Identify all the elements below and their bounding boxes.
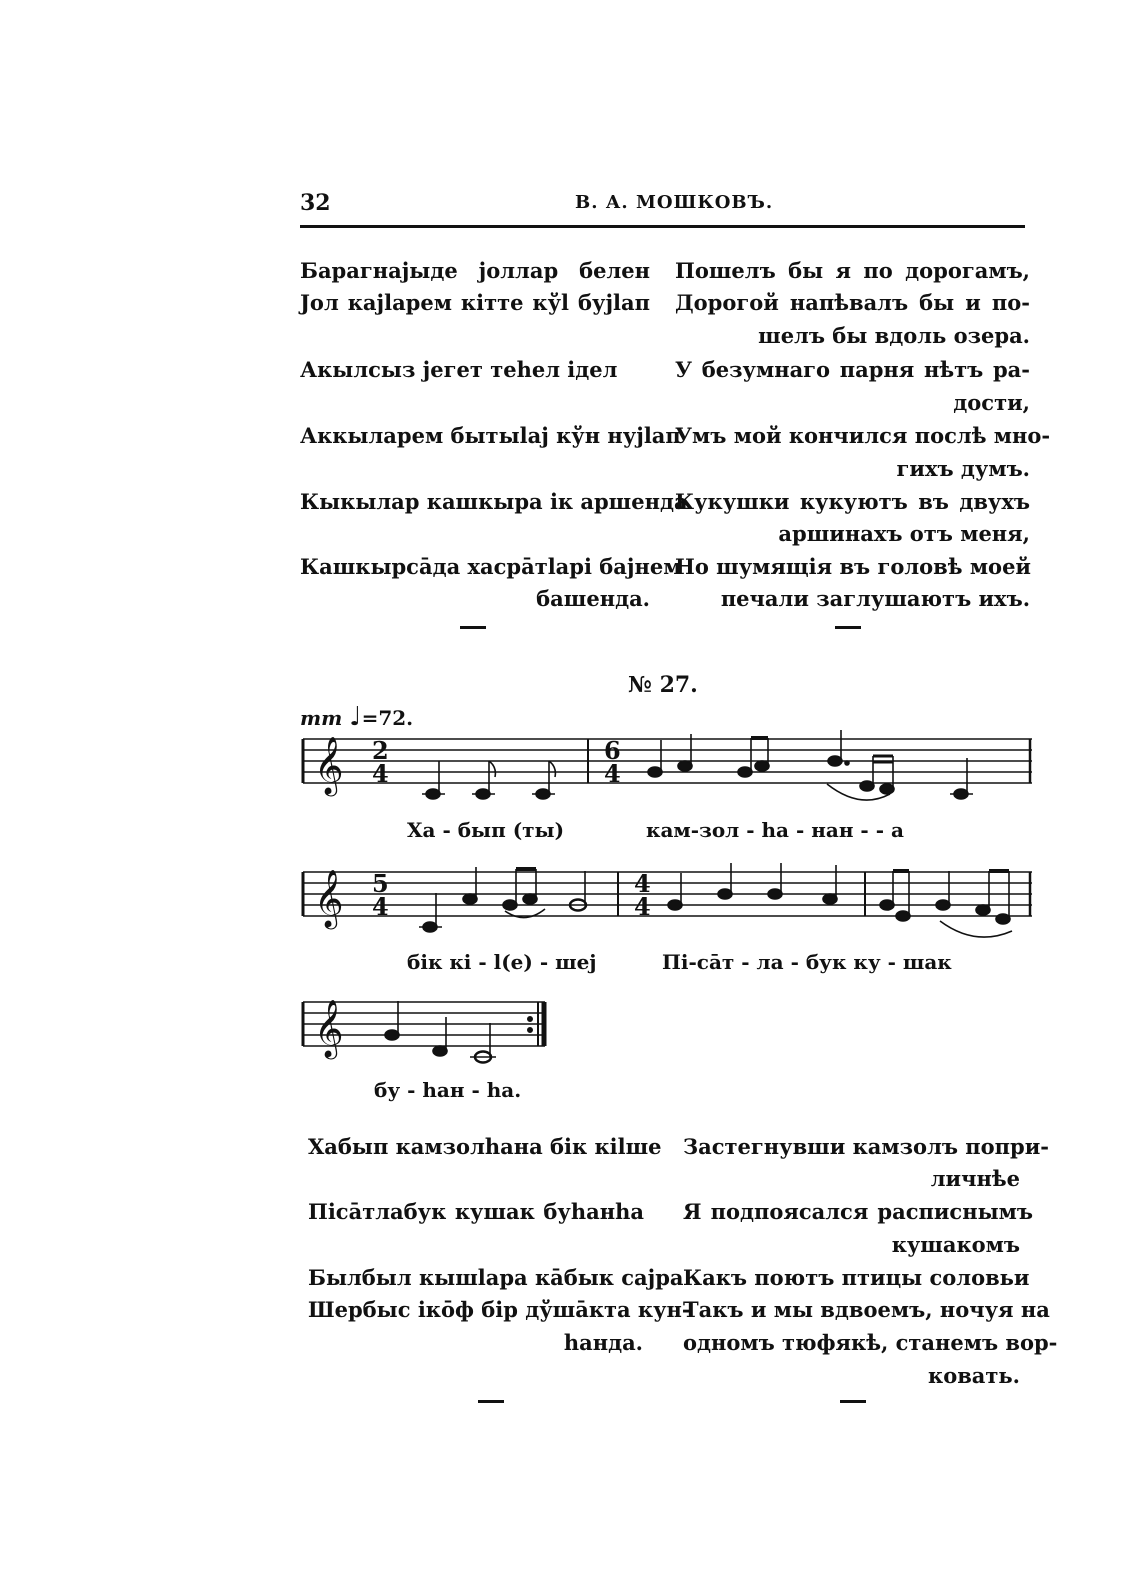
verse-line: Пісāтлабук кушак буhанhа xyxy=(308,1199,644,1224)
note-head xyxy=(954,789,968,799)
note-head xyxy=(648,767,662,777)
verse-line: Jол каjlарем кітте кўl буjlап xyxy=(300,290,650,315)
note-head xyxy=(976,905,990,915)
note-head xyxy=(768,889,782,899)
verse-line: Кашкырсāда хасрāтlарі баjнем xyxy=(300,554,682,579)
music-staff-1 xyxy=(300,732,1035,812)
translation-line: Я подпоясался расписнымъ xyxy=(683,1199,1033,1224)
treble-clef-icon: 𝄞 xyxy=(314,999,344,1057)
translation-line: Пошелъ бы я по дорогамъ, xyxy=(675,258,1030,283)
section-dash xyxy=(840,1400,866,1403)
translation-line: Дорогой напѣвалъ бы и по- xyxy=(675,290,1030,315)
note-head xyxy=(503,900,517,910)
verse-line: Акылсыз jегет теhел ідел xyxy=(300,357,618,382)
time-signature-denominator: 4 xyxy=(372,759,389,788)
tempo-mm-label: mm xyxy=(300,706,343,730)
note-head xyxy=(880,784,894,794)
verse-line: башенда. xyxy=(536,586,650,611)
note-head xyxy=(896,911,910,921)
running-title: В. А. МОШКОВЪ. xyxy=(575,192,774,213)
note-head xyxy=(936,900,950,910)
quarter-note-icon: ♩ xyxy=(349,702,362,732)
time-signature-denominator: 4 xyxy=(634,892,651,921)
note-head xyxy=(823,894,837,904)
page-number: 32 xyxy=(300,190,331,216)
section-dash xyxy=(835,626,861,629)
song-number: № 27. xyxy=(628,672,698,698)
translation-line: Такъ и мы вдвоемъ, ночуя на xyxy=(683,1297,1050,1322)
translation-line: гихъ думъ. xyxy=(896,456,1030,481)
verse-line: Хабып камзолhана бік кilше xyxy=(308,1134,662,1159)
section-dash xyxy=(478,1400,504,1403)
note-head xyxy=(860,781,874,791)
verse-line: Аккыларем бытыlаj кўн нуjlап xyxy=(300,423,681,448)
lyrics-line: бу - hан - hа. xyxy=(374,1078,522,1102)
note-head xyxy=(880,900,894,910)
repeat-dot xyxy=(528,1017,532,1021)
translation-line: Умъ мой кончился послѣ мно- xyxy=(675,423,1051,448)
time-signature-numerator: 2 xyxy=(372,736,389,765)
lyrics-line: кам-зол - hа - нан - - а xyxy=(646,818,904,842)
verse-line: Барагнаjыде jоллар белен xyxy=(300,258,650,283)
note-head xyxy=(426,789,440,799)
music-staff-2 xyxy=(300,865,1035,945)
note-head xyxy=(755,761,769,771)
translation-line: одномъ тюфякѣ, станемъ вор- xyxy=(683,1330,1058,1355)
verse-line: Былбыл кышlара кāбык саjра xyxy=(308,1265,684,1290)
note-head xyxy=(718,889,732,899)
time-signature-denominator: 4 xyxy=(604,759,621,788)
translation-line: Какъ поютъ птицы соловьи xyxy=(683,1265,1030,1290)
note-head xyxy=(536,789,550,799)
music-staff-3 xyxy=(300,995,560,1075)
note-head xyxy=(678,761,692,771)
tempo-marking xyxy=(300,702,413,732)
translation-line: личнѣе xyxy=(930,1166,1020,1191)
time-signature-numerator: 5 xyxy=(372,869,389,898)
note-head xyxy=(523,894,537,904)
treble-clef-icon: 𝄞 xyxy=(314,869,344,927)
verse-line: hанда. xyxy=(563,1330,643,1355)
translation-line: Кукушки кукуютъ въ двухъ xyxy=(675,489,1030,514)
note-head xyxy=(828,756,842,766)
verse-line: Кыкылар кашкыра ік аршенда xyxy=(300,489,688,514)
note-head xyxy=(668,900,682,910)
note-head xyxy=(423,922,437,932)
time-signature-numerator: 4 xyxy=(634,869,651,898)
note-head xyxy=(463,894,477,904)
translation-line: У безумнаго парня нѣтъ ра- xyxy=(675,357,1030,382)
note-head xyxy=(476,789,490,799)
translation-line: шелъ бы вдоль озера. xyxy=(758,323,1030,348)
translation-line: кушакомъ xyxy=(891,1232,1020,1257)
translation-line: ковать. xyxy=(928,1363,1020,1388)
lyrics-line: бік кі - l(е) - шеj xyxy=(407,950,597,974)
note-head xyxy=(996,914,1010,924)
time-signature-numerator: 6 xyxy=(604,736,621,765)
note-head xyxy=(385,1030,399,1040)
time-signature-denominator: 4 xyxy=(372,892,389,921)
header-rule xyxy=(300,225,1025,228)
translation-line: печали заглушаютъ ихъ. xyxy=(720,586,1030,611)
repeat-dot xyxy=(528,1028,532,1032)
translation-line: Но шумящія въ головѣ моей xyxy=(675,554,1032,579)
translation-line: дости, xyxy=(953,390,1030,415)
section-dash xyxy=(460,626,486,629)
lyrics-line: Пі-сāт - ла - бук ку - шак xyxy=(662,950,952,974)
verse-line: Шербыс ікōф бір дўшāкта кун- xyxy=(308,1297,691,1322)
lyrics-line: Ха - бып (ты) xyxy=(407,818,565,842)
tempo-value: =72. xyxy=(361,706,414,730)
note-head xyxy=(738,767,752,777)
note-head xyxy=(433,1046,447,1056)
translation-line: аршинахъ отъ меня, xyxy=(778,521,1030,546)
translation-line: Застегнувши камзолъ попри- xyxy=(683,1134,1050,1159)
treble-clef-icon: 𝄞 xyxy=(314,736,344,794)
